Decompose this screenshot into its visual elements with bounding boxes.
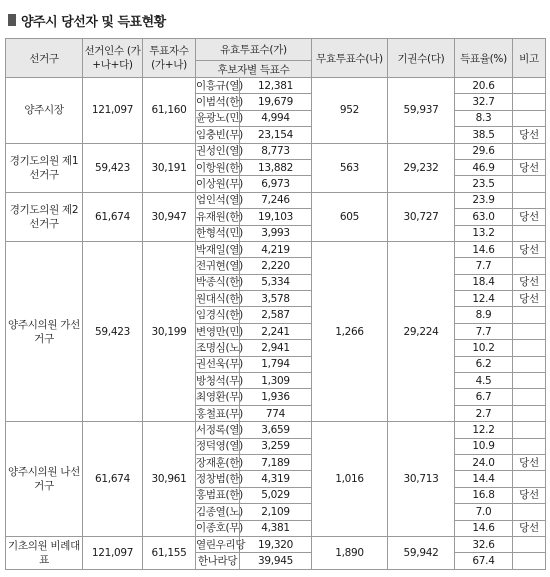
candidate-name-cell: 조명심(노) xyxy=(196,340,240,356)
turnout-cell: 30,947 xyxy=(143,192,196,241)
district-cell: 양주시장 xyxy=(6,78,83,144)
note-cell xyxy=(513,307,546,323)
rate-cell: 14.6 xyxy=(455,520,513,536)
candidate-votes-cell: 13,882 xyxy=(240,159,312,175)
electorate-cell: 61,674 xyxy=(83,422,143,537)
note-cell: 당선 xyxy=(513,241,546,257)
note-cell xyxy=(513,192,546,208)
note-cell xyxy=(513,176,546,192)
candidate-name-cell: 유재원(한) xyxy=(196,209,240,225)
candidate-name-cell: 이범석(한) xyxy=(196,94,240,110)
note-cell xyxy=(513,143,546,159)
candidate-name-cell: 권성인(열) xyxy=(196,143,240,159)
candidate-votes-cell: 1,936 xyxy=(240,389,312,405)
header-district: 선거구 xyxy=(6,39,83,78)
candidate-votes-cell: 19,320 xyxy=(240,536,312,552)
rate-cell: 12.4 xyxy=(455,291,513,307)
header-note: 비고 xyxy=(513,39,546,78)
candidate-name-cell: 임경식(한) xyxy=(196,307,240,323)
candidate-votes-cell: 1,794 xyxy=(240,356,312,372)
candidate-name-cell: 정창범(한) xyxy=(196,471,240,487)
candidate-name-cell: 방청석(무) xyxy=(196,373,240,389)
candidate-name-cell: 엄인석(열) xyxy=(196,192,240,208)
header-valid: 유효투표수(가) xyxy=(196,39,312,61)
rate-cell: 12.2 xyxy=(455,422,513,438)
candidate-votes-cell: 1,309 xyxy=(240,373,312,389)
candidate-votes-cell: 6,973 xyxy=(240,176,312,192)
rate-cell: 6.2 xyxy=(455,356,513,372)
rate-cell: 23.9 xyxy=(455,192,513,208)
electorate-cell: 121,097 xyxy=(83,536,143,569)
candidate-name-cell: 이상원(무) xyxy=(196,176,240,192)
invalid-cell: 605 xyxy=(312,192,388,241)
rate-cell: 13.2 xyxy=(455,225,513,241)
note-cell xyxy=(513,373,546,389)
candidate-name-cell: 한나라당 xyxy=(196,553,240,569)
rate-cell: 18.4 xyxy=(455,274,513,290)
district-cell: 경기도의원 제2선거구 xyxy=(6,192,83,241)
candidate-votes-cell: 3,659 xyxy=(240,422,312,438)
note-cell: 당선 xyxy=(513,520,546,536)
note-cell xyxy=(513,405,546,421)
candidate-name-cell: 변영만(민) xyxy=(196,323,240,339)
rate-cell: 8.3 xyxy=(455,110,513,126)
invalid-cell: 1,890 xyxy=(312,536,388,569)
page-title xyxy=(8,11,166,29)
rate-cell: 20.6 xyxy=(455,78,513,94)
note-cell: 당선 xyxy=(513,127,546,143)
candidate-name-cell: 원대식(한) xyxy=(196,291,240,307)
rate-cell: 4.5 xyxy=(455,373,513,389)
table-row xyxy=(6,78,546,94)
candidate-name-cell: 전귀현(열) xyxy=(196,258,240,274)
electorate-cell: 61,674 xyxy=(83,192,143,241)
title-text: 양주시 당선자 및 득표현황 xyxy=(21,14,166,30)
candidate-name-cell: 최영환(무) xyxy=(196,389,240,405)
header-turnout: 투표자수 (가+나) xyxy=(143,39,196,78)
candidate-name-cell: 정덕영(열) xyxy=(196,438,240,454)
candidate-votes-cell: 3,578 xyxy=(240,291,312,307)
rate-cell: 24.0 xyxy=(455,454,513,470)
candidate-votes-cell: 19,679 xyxy=(240,94,312,110)
note-cell xyxy=(513,340,546,356)
candidate-votes-cell: 2,220 xyxy=(240,258,312,274)
turnout-cell: 30,199 xyxy=(143,241,196,421)
note-cell: 당선 xyxy=(513,274,546,290)
abstain-cell: 59,942 xyxy=(388,536,455,569)
candidate-votes-cell: 5,029 xyxy=(240,487,312,503)
candidate-name-cell: 한형석(민) xyxy=(196,225,240,241)
note-cell xyxy=(513,438,546,454)
candidate-votes-cell: 4,381 xyxy=(240,520,312,536)
candidate-votes-cell: 2,241 xyxy=(240,323,312,339)
abstain-cell: 29,224 xyxy=(388,241,455,421)
candidate-votes-cell: 19,103 xyxy=(240,209,312,225)
candidate-votes-cell: 3,259 xyxy=(240,438,312,454)
district-cell: 경기도의원 제1선거구 xyxy=(6,143,83,192)
invalid-cell: 952 xyxy=(312,78,388,144)
candidate-name-cell: 이종호(무) xyxy=(196,520,240,536)
rate-cell: 63.0 xyxy=(455,209,513,225)
abstain-cell: 30,727 xyxy=(388,192,455,241)
note-cell xyxy=(513,471,546,487)
rate-cell: 14.6 xyxy=(455,241,513,257)
candidate-votes-cell: 23,154 xyxy=(240,127,312,143)
note-cell: 당선 xyxy=(513,454,546,470)
abstain-cell: 59,937 xyxy=(388,78,455,144)
note-cell xyxy=(513,78,546,94)
table-row xyxy=(6,536,546,552)
invalid-cell: 1,016 xyxy=(312,422,388,537)
turnout-cell: 61,155 xyxy=(143,536,196,569)
candidate-name-cell: 이흥규(열) xyxy=(196,78,240,94)
invalid-cell: 563 xyxy=(312,143,388,192)
note-cell: 당선 xyxy=(513,209,546,225)
rate-cell: 16.8 xyxy=(455,487,513,503)
note-cell xyxy=(513,389,546,405)
table-row xyxy=(6,192,546,208)
candidate-votes-cell: 39,945 xyxy=(240,553,312,569)
candidate-votes-cell: 7,246 xyxy=(240,192,312,208)
turnout-cell: 30,961 xyxy=(143,422,196,537)
election-results-table xyxy=(5,38,546,570)
candidate-name-cell: 열린우리당 xyxy=(196,536,240,552)
district-cell: 기초의원 비례대표 xyxy=(6,536,83,569)
header-abstain: 기권수(다) xyxy=(388,39,455,78)
candidate-votes-cell: 3,993 xyxy=(240,225,312,241)
district-cell: 양주시의원 나선거구 xyxy=(6,422,83,537)
candidate-votes-cell: 2,941 xyxy=(240,340,312,356)
candidate-votes-cell: 4,994 xyxy=(240,110,312,126)
candidate-name-cell: 장재훈(한) xyxy=(196,454,240,470)
rate-cell: 67.4 xyxy=(455,553,513,569)
turnout-cell: 61,160 xyxy=(143,78,196,144)
electorate-cell: 121,097 xyxy=(83,78,143,144)
note-cell xyxy=(513,422,546,438)
candidate-votes-cell: 12,381 xyxy=(240,78,312,94)
candidate-name-cell: 임충빈(무) xyxy=(196,127,240,143)
note-cell xyxy=(513,356,546,372)
rate-cell: 7.7 xyxy=(455,323,513,339)
rate-cell: 8.9 xyxy=(455,307,513,323)
candidate-name-cell: 서정록(열) xyxy=(196,422,240,438)
invalid-cell: 1,266 xyxy=(312,241,388,421)
electorate-cell: 59,423 xyxy=(83,241,143,421)
turnout-cell: 30,191 xyxy=(143,143,196,192)
header-candidate-votes: 후보자별 득표수 xyxy=(196,61,312,78)
header-electorate: 선거인수 (가+나+다) xyxy=(83,39,143,78)
header-rate: 득표율(%) xyxy=(455,39,513,78)
note-cell: 당선 xyxy=(513,291,546,307)
table-row xyxy=(6,241,546,257)
candidate-votes-cell: 774 xyxy=(240,405,312,421)
rate-cell: 32.7 xyxy=(455,94,513,110)
candidate-votes-cell: 4,319 xyxy=(240,471,312,487)
header-invalid: 무효투표수(나) xyxy=(312,39,388,78)
rate-cell: 32.6 xyxy=(455,536,513,552)
candidate-name-cell: 박종식(한) xyxy=(196,274,240,290)
abstain-cell: 29,232 xyxy=(388,143,455,192)
table-row xyxy=(6,143,546,159)
candidate-name-cell: 권선욱(무) xyxy=(196,356,240,372)
abstain-cell: 30,713 xyxy=(388,422,455,537)
note-cell xyxy=(513,258,546,274)
candidate-name-cell: 홍범표(한) xyxy=(196,487,240,503)
candidate-votes-cell: 2,109 xyxy=(240,504,312,520)
electorate-cell: 59,423 xyxy=(83,143,143,192)
rate-cell: 38.5 xyxy=(455,127,513,143)
candidate-votes-cell: 8,773 xyxy=(240,143,312,159)
table-body xyxy=(6,78,546,570)
rate-cell: 7.7 xyxy=(455,258,513,274)
candidate-votes-cell: 5,334 xyxy=(240,274,312,290)
candidate-votes-cell: 2,587 xyxy=(240,307,312,323)
note-cell xyxy=(513,553,546,569)
note-cell xyxy=(513,110,546,126)
note-cell xyxy=(513,94,546,110)
rate-cell: 14.4 xyxy=(455,471,513,487)
candidate-name-cell: 김종열(노) xyxy=(196,504,240,520)
note-cell: 당선 xyxy=(513,159,546,175)
note-cell xyxy=(513,536,546,552)
candidate-name-cell: 박재일(열) xyxy=(196,241,240,257)
candidate-name-cell: 홍철표(무) xyxy=(196,405,240,421)
district-cell: 양주시의원 가선거구 xyxy=(6,241,83,421)
table-row xyxy=(6,422,546,438)
rate-cell: 46.9 xyxy=(455,159,513,175)
candidate-name-cell: 이항원(한) xyxy=(196,159,240,175)
rate-cell: 10.2 xyxy=(455,340,513,356)
candidate-name-cell: 윤광노(민) xyxy=(196,110,240,126)
note-cell xyxy=(513,504,546,520)
note-cell: 당선 xyxy=(513,487,546,503)
rate-cell: 2.7 xyxy=(455,405,513,421)
candidate-votes-cell: 7,189 xyxy=(240,454,312,470)
title-square-icon xyxy=(8,14,16,26)
rate-cell: 29.6 xyxy=(455,143,513,159)
candidate-votes-cell: 4,219 xyxy=(240,241,312,257)
table-header xyxy=(6,39,546,78)
rate-cell: 6.7 xyxy=(455,389,513,405)
rate-cell: 23.5 xyxy=(455,176,513,192)
note-cell xyxy=(513,225,546,241)
rate-cell: 10.9 xyxy=(455,438,513,454)
note-cell xyxy=(513,323,546,339)
rate-cell: 7.0 xyxy=(455,504,513,520)
